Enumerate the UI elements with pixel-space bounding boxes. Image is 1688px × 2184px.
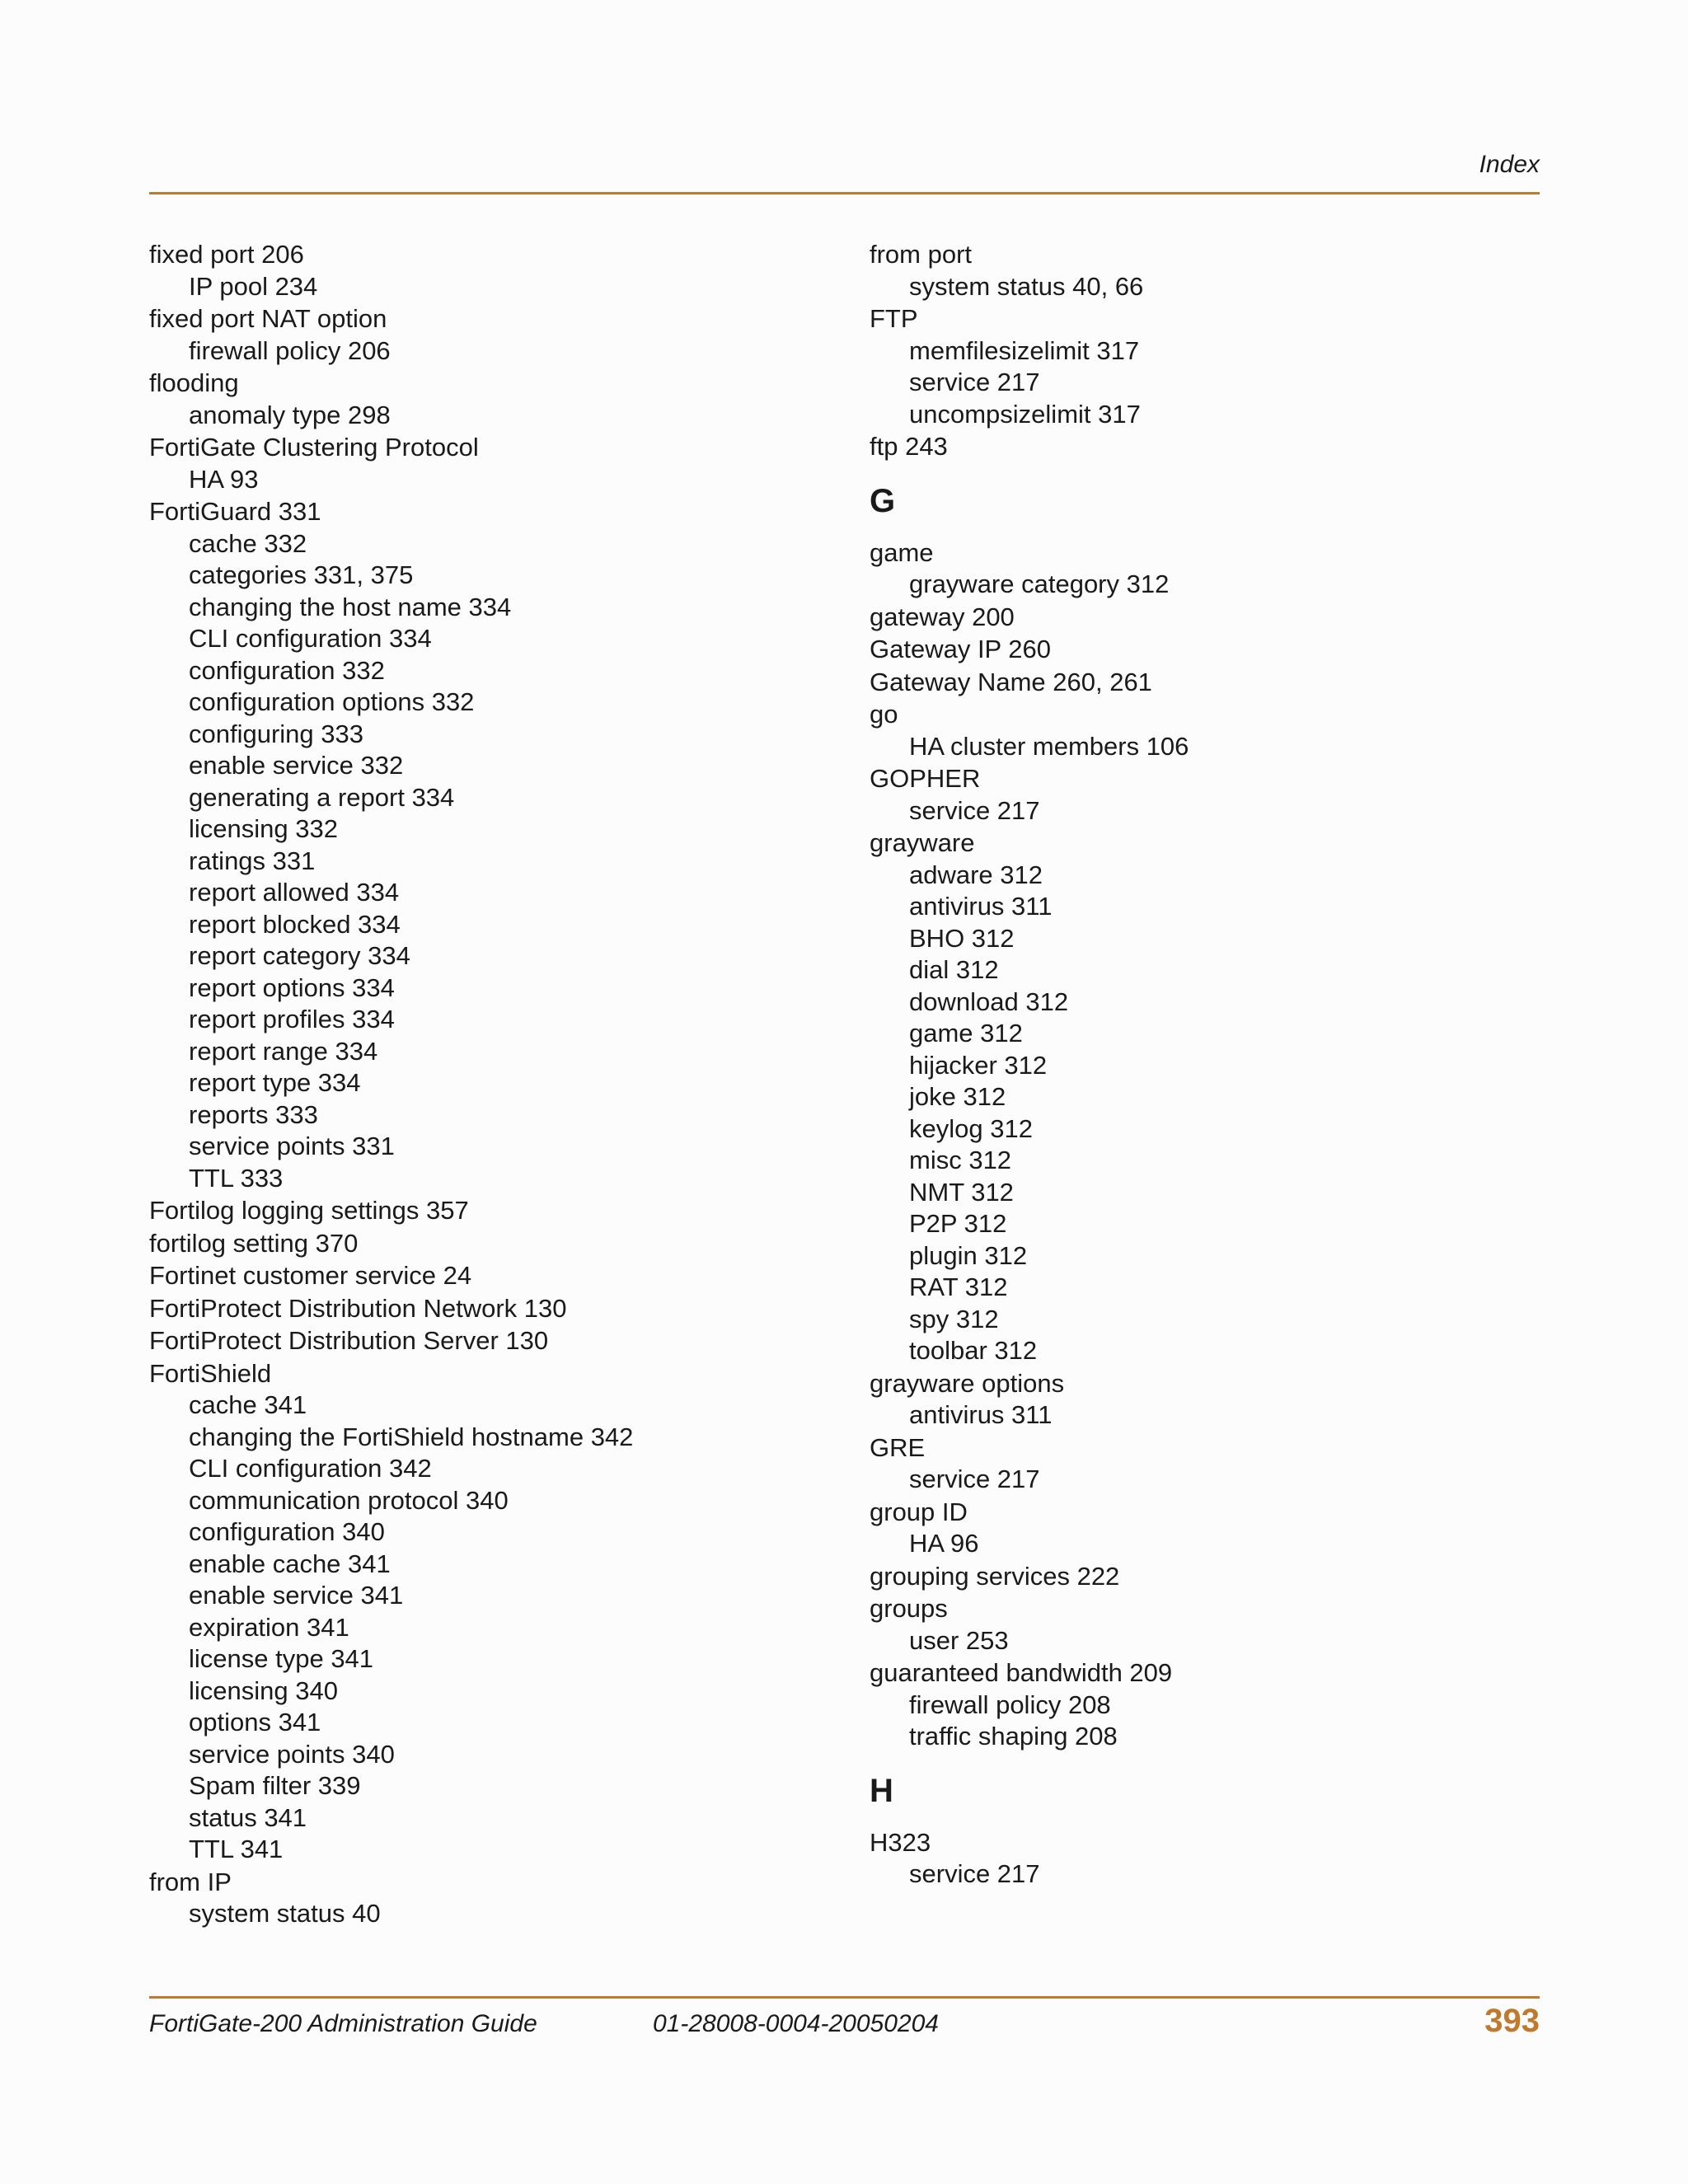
index-entry <box>870 1497 1578 1560</box>
index-subterm: TTL 333 <box>189 1163 284 1193</box>
index-term: guaranteed bandwidth 209 <box>870 1658 1173 1687</box>
index-term: GRE <box>870 1432 926 1462</box>
index-subterm: cache 332 <box>189 528 307 558</box>
index-term: ftp 243 <box>870 432 948 461</box>
index-subterm: P2P 312 <box>909 1209 1007 1238</box>
index-entry <box>870 537 1578 601</box>
index-term: flooding <box>149 368 239 397</box>
index-subterm: system status 40 <box>189 1899 381 1928</box>
index-entry <box>870 1561 1578 1593</box>
index-subterm: enable cache 341 <box>189 1549 391 1578</box>
index-entry <box>149 1195 858 1227</box>
index-subterm: antivirus 311 <box>909 1400 1053 1429</box>
index-subterm: hijacker 312 <box>909 1050 1048 1080</box>
index-subterm: enable service 332 <box>189 751 404 780</box>
index-subterm: spy 312 <box>909 1304 999 1333</box>
index-subterm: CLI configuration 334 <box>189 624 432 653</box>
index-subterm: traffic shaping 208 <box>909 1722 1118 1750</box>
index-entry <box>870 1368 1578 1432</box>
index-entry <box>149 1293 858 1325</box>
index-subterm: report type 334 <box>189 1068 361 1097</box>
index-subterm: cache 341 <box>189 1390 307 1419</box>
index-subterm: reports 333 <box>189 1099 318 1129</box>
index-subterm: HA cluster members 106 <box>909 731 1189 761</box>
index-subterm: download 312 <box>909 987 1069 1016</box>
page-number: 393 <box>1484 2003 1540 2039</box>
index-section-letter: H <box>870 1772 893 1809</box>
index-subterm: plugin 312 <box>909 1240 1028 1270</box>
index-term: GOPHER <box>870 764 981 793</box>
index-term: H323 <box>870 1827 931 1857</box>
index-term: grayware <box>870 828 975 857</box>
running-header: Index <box>1479 151 1540 178</box>
index-term: Gateway Name 260, 261 <box>870 667 1152 696</box>
index-entry <box>870 239 1578 302</box>
index-entry <box>870 1432 1578 1496</box>
index-subterm: configuration options 332 <box>189 687 475 716</box>
index-entry <box>149 1260 858 1292</box>
index-term: group ID <box>870 1497 968 1526</box>
index-section-letter: G <box>870 482 896 519</box>
index-subterm: report profiles 334 <box>189 1005 395 1033</box>
footer-doc-code: 01-28008-0004-20050204 <box>653 2010 939 2037</box>
index-entry <box>870 1593 1578 1657</box>
index-subterm: system status 40, 66 <box>909 271 1144 301</box>
index-column-right <box>870 239 1578 1891</box>
index-term: FortiGuard 331 <box>149 497 321 526</box>
index-subterm: CLI configuration 342 <box>189 1454 432 1483</box>
index-entry <box>149 368 858 431</box>
index-subterm: report range 334 <box>189 1036 378 1066</box>
index-subterm: communication protocol 340 <box>189 1485 509 1515</box>
index-subterm: report options 334 <box>189 972 395 1002</box>
index-term: Fortilog logging settings 357 <box>149 1196 469 1225</box>
header-rule <box>149 192 1540 194</box>
index-entry <box>870 667 1578 699</box>
index-subterm: game 312 <box>909 1019 1023 1047</box>
index-entry <box>870 699 1578 762</box>
index-entry <box>149 432 858 495</box>
index-subterm: categories 331, 375 <box>189 560 414 589</box>
index-subterm: configuration 340 <box>189 1517 385 1546</box>
index-entry <box>870 763 1578 827</box>
index-term: go <box>870 700 898 729</box>
index-subterm: BHO 312 <box>909 923 1015 953</box>
index-subterm: service points 331 <box>189 1132 395 1160</box>
index-subterm: RAT 312 <box>909 1272 1008 1301</box>
index-term: Gateway IP 260 <box>870 635 1052 663</box>
index-subterm: report blocked 334 <box>189 909 401 939</box>
index-entry <box>149 1228 858 1260</box>
index-entry <box>870 1827 1578 1891</box>
index-entry <box>149 1358 858 1866</box>
index-subterm: service 217 <box>909 368 1040 396</box>
index-subterm: dial 312 <box>909 955 999 984</box>
index-subterm: anomaly type 298 <box>189 400 391 429</box>
index-subterm: joke 312 <box>909 1082 1006 1111</box>
index-subterm: service points 340 <box>189 1739 395 1769</box>
index-term: from IP <box>149 1867 232 1896</box>
index-entry <box>149 1867 858 1930</box>
index-term: game <box>870 537 934 567</box>
index-subterm: firewall policy 206 <box>189 335 391 365</box>
index-subterm: configuring 333 <box>189 719 363 748</box>
index-term: FTP <box>870 304 918 333</box>
index-entry <box>149 496 858 1194</box>
index-entry <box>870 431 1578 463</box>
index-entry <box>870 827 1578 1367</box>
index-subterm: licensing 340 <box>189 1675 338 1705</box>
index-subterm: TTL 341 <box>189 1835 284 1863</box>
index-subterm: changing the FortiShield hostname 342 <box>189 1422 634 1451</box>
index-subterm: keylog 312 <box>909 1113 1033 1143</box>
index-term: Fortinet customer service 24 <box>149 1261 472 1290</box>
index-term: FortiShield <box>149 1358 272 1388</box>
index-subterm: misc 312 <box>909 1146 1012 1174</box>
index-subterm: service 217 <box>909 795 1040 825</box>
index-subterm: licensing 332 <box>189 814 338 843</box>
index-term: from port <box>870 240 973 269</box>
index-subterm: HA 96 <box>909 1529 979 1558</box>
index-term: FortiProtect Distribution Server 130 <box>149 1326 549 1355</box>
index-entry <box>870 303 1578 430</box>
index-subterm: license type 341 <box>189 1644 374 1673</box>
index-subterm: configuration 332 <box>189 655 385 685</box>
footer-rule <box>149 1996 1540 1999</box>
index-entry <box>149 303 858 367</box>
index-subterm: antivirus 311 <box>909 892 1053 921</box>
index-subterm: options 341 <box>189 1708 321 1736</box>
index-subterm: generating a report 334 <box>189 782 455 812</box>
index-subterm: report allowed 334 <box>189 878 400 907</box>
index-entry <box>149 1325 858 1357</box>
index-entry <box>149 239 858 302</box>
index-subterm: uncompsizelimit 317 <box>909 399 1141 429</box>
index-subterm: adware 312 <box>909 860 1043 889</box>
index-subterm: expiration 341 <box>189 1612 349 1642</box>
index-term: FortiProtect Distribution Network 130 <box>149 1293 567 1323</box>
index-subterm: changing the host name 334 <box>189 592 512 621</box>
index-term: grouping services 222 <box>870 1561 1120 1591</box>
index-term: FortiGate Clustering Protocol <box>149 433 479 462</box>
index-subterm: report category 334 <box>189 941 410 970</box>
index-term: fortilog setting 370 <box>149 1228 359 1258</box>
index-entry <box>870 634 1578 666</box>
index-term: gateway 200 <box>870 602 1015 631</box>
index-subterm: service 217 <box>909 1859 1040 1888</box>
index-term: grayware options <box>870 1368 1065 1398</box>
index-subterm: Spam filter 339 <box>189 1771 361 1800</box>
footer-guide-title: FortiGate-200 Administration Guide <box>149 2010 537 2037</box>
index-subterm: HA 93 <box>189 464 259 494</box>
index-subterm: NMT 312 <box>909 1177 1014 1207</box>
index-subterm: firewall policy 208 <box>909 1690 1111 1719</box>
index-subterm: enable service 341 <box>189 1581 404 1610</box>
index-subterm: ratings 331 <box>189 846 316 875</box>
index-entry <box>870 602 1578 634</box>
index-subterm: grayware category 312 <box>909 569 1170 598</box>
index-subterm: status 341 <box>189 1802 307 1832</box>
index-subterm: memfilesizelimit 317 <box>909 335 1140 365</box>
index-subterm: IP pool 234 <box>189 271 318 301</box>
index-subterm: toolbar 312 <box>909 1336 1038 1365</box>
index-term: fixed port NAT option <box>149 304 387 333</box>
index-entry <box>870 1657 1578 1753</box>
index-subterm: service 217 <box>909 1465 1040 1493</box>
index-term: groups <box>870 1594 948 1623</box>
index-column-left <box>149 239 858 1931</box>
index-subterm: user 253 <box>909 1625 1009 1655</box>
index-term: fixed port 206 <box>149 240 304 269</box>
